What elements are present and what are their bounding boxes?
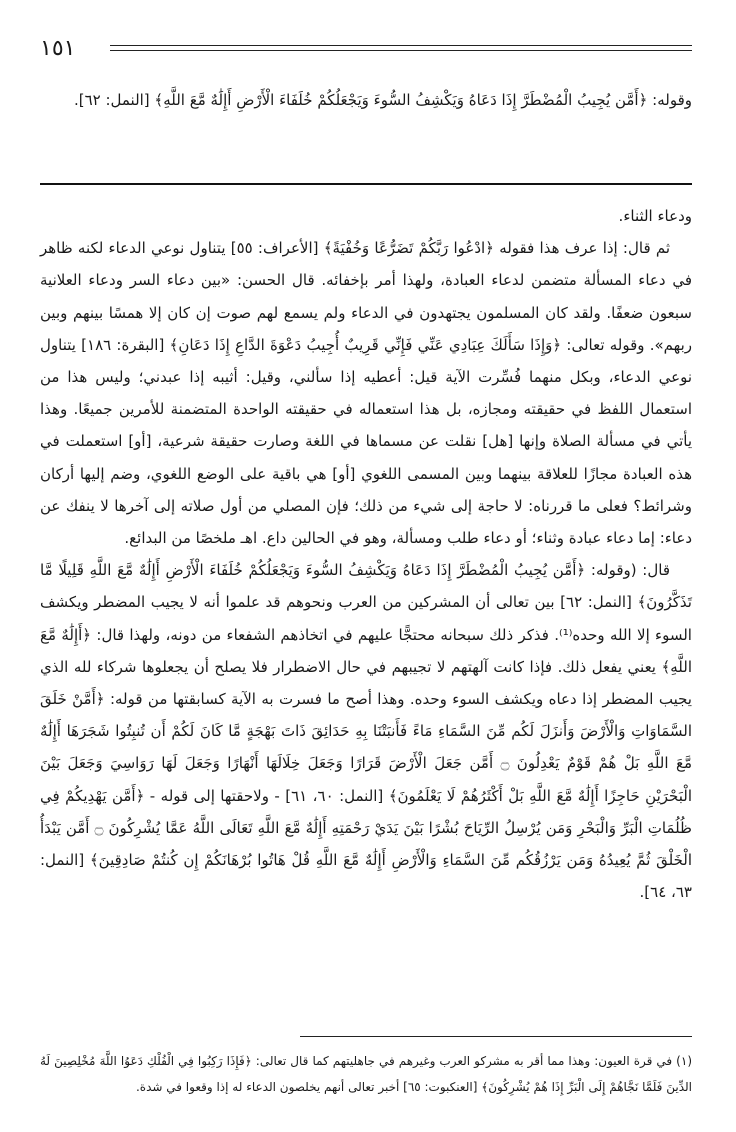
footnote-separator: [300, 1036, 692, 1037]
top-quote-block: وقوله: ﴿أَمَّن يُجِيبُ الْمُضْطَرَّ إِذَا دَعَاهُ وَيَكْشِفُ السُّوءَ وَيَجْعَلُكُمْ خُلَفَاءَ الْأَرْضِ أَإِلَٰهٌ مَّعَ اللَّهِ﴾ [النمل: ٦٢].: [73, 91, 692, 109]
paragraph: ثم قال: إذا عرف هذا فقوله ﴿ادْعُوا رَبَّكُمْ تَضَرُّعًا وَخُفْيَةً﴾ [الأعراف: ٥٥] يتناول نوعي الدعاء لكنه ظاهر في دعاء المسألة متضمن لدعاء العبادة، ولهذا أمر بإخفائه. قال الحسن: «بين دعاء السر ودعاء العلانية سبعون ضعفًا. ولقد كان المسلمون يجتهدون في الدعاء ولم يسمع لهم صوت إن كان إلا همسًا بينهم وبين ربهم». وقوله تعالى: ﴿وَإِذَا سَأَلَكَ عِبَادِي عَنِّي فَإِنِّي قَرِيبٌ أُجِيبُ دَعْوَةَ الدَّاعِ إِذَا دَعَانِ﴾ [البقرة: ١٨٦] يتناول نوعي الدعاء، وبكل منهما فُسِّرت الآية قيل: أعطيه إذا سألني، وقيل: أثيبه إذا عبدني؛ وليس هذا من استعمال اللفظ في حقيقته ومجازه، بل هذا استعماله في حقيقته الواحدة المتضمنة للأمرين جميعًا. وهذا يأتي في مسألة الصلاة وإنها [هل] نقلت عن مسماها في اللغة وصارت حقيقة شرعية، [أو] استعملت في هذه العبادة مجازًا للعلاقة بينهما وبين المسمى اللغوي [أو] هي باقية على الوضع اللغوي، وضم إليها أركان وشرائط؟ فعلى ما قررناه: لا حاجة إلى شيء من ذلك؛ فإن المصلي من أول صلاته إلى آخرها لا ينفك عن دعاء: إما دعاء عبادة وثناء؛ أو دعاء طلب ومسألة، وهو في الحالين داع. اهـ ملخصًا من البدائع.: [40, 239, 692, 548]
footnote: (١) في قرة العيون: وهذا مما أقر به مشركو العرب وغيرهم في جاهليتهم كما قال تعالى: ﴿فَإِذَا رَكِبُوا فِي الْفُلْكِ دَعَوُا اللَّهَ مُخْلِصِينَ لَهُ الدِّينَ فَلَمَّا نَجَّاهُمْ إِلَى الْبَرِّ إِذَا هُمْ يُشْرِكُونَ﴾ [العنكبوت: ٦٥] أخبر تعالى أنهم يخلصون الدعاء له إذا وقعوا في شدة.: [40, 1054, 692, 1094]
paragraph: ودعاء الثناء.: [618, 207, 692, 225]
paragraph: قال: (وقوله: ﴿أَمَّن يُجِيبُ الْمُضْطَرَّ إِذَا دَعَاهُ وَيَكْشِفُ السُّوءَ وَيَجْعَلُكُمْ خُلَفَاءَ الْأَرْضِ أَإِلَٰهٌ مَّعَ اللَّهِ قَلِيلًا مَّا تَذَكَّرُونَ﴾ [النمل: ٦٢] بين تعالى أن المشركين من العرب ونحوهم قد علموا أنه لا يجيب المضطر ويكشف السوء إلا الله وحده⁽¹⁾. فذكر ذلك سبحانه محتجًّا عليهم في اتخاذهم الشفعاء من دونه، ولهذا قال: ﴿أَإِلَٰهٌ مَّعَ اللَّهِ﴾ يعني يفعل ذلك. فإذا كانت آلهتهم لا تجيبهم في حال الاضطرار فلا يصلح أن يجعلوها شركاء لله الذي يجيب المضطر إذا دعاه ويكشف السوء وحده. وهذا أصح ما فسرت به الآية كسابقتها من قوله: ﴿أَمَّنْ خَلَقَ السَّمَاوَاتِ وَالْأَرْضَ وَأَنزَلَ لَكُم مِّنَ السَّمَاءِ مَاءً فَأَنبَتْنَا بِهِ حَدَائِقَ ذَاتَ بَهْجَةٍ مَّا كَانَ لَكُمْ أَن تُنبِتُوا شَجَرَهَا أَإِلَٰهٌ مَّعَ اللَّهِ بَلْ هُمْ قَوْمٌ يَعْدِلُونَ ۝ أَمَّن جَعَلَ الْأَرْضَ قَرَارًا وَجَعَلَ خِلَالَهَا أَنْهَارًا وَجَعَلَ لَهَا رَوَاسِيَ وَجَعَلَ بَيْنَ الْبَحْرَيْنِ حَاجِزًا أَإِلَٰهٌ مَّعَ اللَّهِ بَلْ أَكْثَرُهُمْ لَا يَعْلَمُونَ﴾ [النمل: ٦٠، ٦١] - ولاحقتها إلى قوله - ﴿أَمَّن يَهْدِيكُمْ فِي ظُلُمَاتِ الْبَرِّ وَالْبَحْرِ وَمَن يُرْسِلُ الرِّيَاحَ بُشْرًا بَيْنَ يَدَيْ رَحْمَتِهِ أَإِلَٰهٌ مَّعَ اللَّهِ تَعَالَى اللَّهُ عَمَّا يُشْرِكُونَ ۝ أَمَّن يَبْدَأُ الْخَلْقَ ثُمَّ يُعِيدُهُ وَمَن يَرْزُقُكُم مِّنَ السَّمَاءِ وَالْأَرْضِ أَإِلَٰهٌ مَّعَ اللَّهِ قُلْ هَاتُوا بُرْهَانَكُمْ إِن كُنتُمْ صَادِقِينَ﴾ [النمل: ٦٣، ٦٤].: [40, 561, 692, 902]
header-double-rule: [110, 45, 692, 51]
page-header: [40, 34, 692, 64]
main-body: [40, 200, 692, 908]
section-divider: [40, 183, 692, 185]
page-number: ١٥١: [40, 36, 76, 61]
